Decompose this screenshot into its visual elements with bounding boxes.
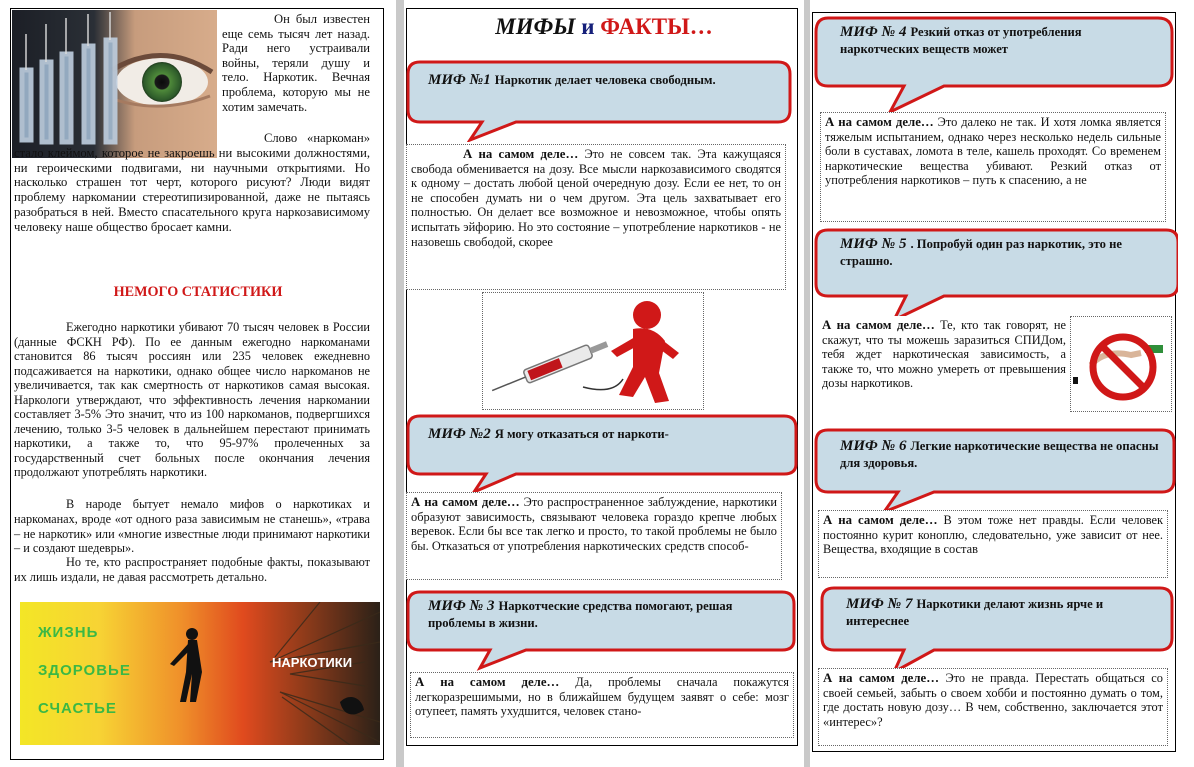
myths-paragraph: В народе бытует немало мифов о наркотиках и наркоманах, вроде «от одного раза зависимым не станешь», «трава – не наркотик» или «многие известные люди принимают наркотики – и создают шедевры». (14, 497, 370, 556)
fact-1-lead: А на самом деле… (463, 147, 579, 161)
page-column-right (810, 0, 1194, 767)
fact-6-box (818, 510, 1168, 578)
fact-5-box (818, 316, 1070, 416)
myth-5-text: . Попробуй один раз наркотик, это не страшно. (840, 237, 1122, 268)
fact-4-text: Это далеко не так. И хотя ломка является тяжелым испытанием, однако через несколько недель сильные боли в суставах, ломота в теле, кашель проходят. Со временем наркотические вещества убивают. Резкий отказ от употребления наркотиков – путь к спасению, а не (825, 115, 1161, 188)
banner-word-drugs: НАРКОТИКИ (272, 655, 353, 670)
banner-word-health: ЗДОРОВЬЕ (38, 662, 131, 679)
myth-6-label: МИФ № 6 (840, 438, 907, 454)
myth-1-bubble (406, 58, 796, 142)
fact-1-text: Это не совсем так. Эта кажущаяся свобода обменивается на дозу. Все мысли наркозависимого сводятся к одному – достать любой ценой очередную дозу. Если ее нет, то он не способен думать ни о чем другом. Эта цель захватывает его полностью. Он делает все возможное и невозможное, чтобы опять испытать эйфорию. Но это состояние – употребление наркотиков - не назовешь свободой, скорее (411, 147, 781, 249)
no-drugs-sign-image (1070, 316, 1172, 412)
closing-paragraph: Но те, кто распространяет подобные факты, показывают их лишь издали, не давая рассмотреть детально. (14, 555, 370, 584)
title-facts: ФАКТЫ… (600, 14, 713, 39)
myth-4-label: МИФ № 4 (840, 24, 907, 40)
myth-5-label: МИФ № 5 (840, 236, 907, 252)
title-myths: МИФЫ (495, 14, 576, 39)
stats-paragraph: Ежегодно наркотики убивают 70 тысяч человек в России (данные ФСКН РФ). По ее данным ежегодно наркоманами становится 86 тысяч россиян или 235 человек ежедневно подсаживается на наркотики, однако общее число наркоманов не увеличивается, так как смертность от наркотиков самая высокая. Наркологи утверждают, что эффективность лечения наркомании составляет 3-5% Это значит, что из 100 наркоманов, подвергшихся лечению, только 3-5 человек в дальнейшем перестают принимать наркотики, а также то, что 95-97% пролеченных за государственный счет больных после окончания лечения продолжают употреблять наркотики. (14, 320, 370, 479)
intro-paragraph-2: Слово «наркоман» стало клеймом, которое не закроешь ни высокими должностями, ни героическими подвигами, ни научными открытиями. Но насколько страшен тот черт, которого рисуют? Люди видят проблему наркомании стереотипизированной, даже не пытаясь разобраться в ней. Вместо спасательного круга наркозависимому человеку наше общество бросает камни. (14, 131, 370, 234)
myth-7-bubble (814, 584, 1178, 674)
fact-7-text: Это не правда. Перестать общаться со своей семьей, забыть о своем хобби и постоянно думать о том, где достать новую дозу… В чем, собственно, заключается этот «интерес»? (823, 671, 1163, 729)
stats-heading: НЕМОГО СТАТИСТИКИ (113, 284, 283, 300)
fact-4-box (820, 112, 1166, 222)
myth-7-label: МИФ № 7 (846, 596, 913, 612)
myth-2-text: Я могу отказаться от наркоти- (494, 427, 669, 441)
page-column-middle (404, 0, 804, 767)
fact-3-box (410, 672, 794, 738)
fact-6-text: В этом тоже нет правды. Если человек постоянно курит коноплю, следовательно, уже зависит от нее. Вещества, входящие в состав (823, 513, 1163, 557)
myth-1-text: Наркотик делает человека свободным. (494, 73, 716, 87)
fact-3-lead: А на самом деле… (415, 675, 560, 689)
page-title (404, 14, 804, 40)
myth-5-bubble (814, 226, 1178, 322)
title-and: и (581, 14, 595, 39)
intro-paragraph: Он был известен еще семь тысяч лет назад. Ради него устраивали войны, теряли душу и тело. Наркотик. Вечная проблема, которую мы не хотим замечать. (222, 12, 370, 114)
page-column-left (0, 0, 396, 767)
fact-2-lead: А на самом деле… (411, 495, 520, 509)
myth-4-bubble (814, 14, 1178, 114)
life-vs-drugs-banner (20, 602, 380, 745)
myth-6-text: Легкие наркотические вещества не опасны для здоровья. (840, 439, 1159, 470)
myth-2-bubble (406, 410, 804, 494)
banner-word-life: ЖИЗНЬ (38, 624, 99, 641)
fact-7-lead: А на самом деле… (823, 671, 940, 685)
fact-7-box (818, 668, 1168, 746)
myth-7-text: Наркотики делают жизнь ярче и интереснее (846, 597, 1104, 628)
syringe-man-image (482, 292, 704, 410)
myth-3-bubble (406, 588, 804, 672)
myth-3-text: Наркотческие средства помогают, решая проблемы в жизни. (428, 599, 733, 630)
myth-4-text: Резкий отказ от употребления наркотческих веществ может (840, 25, 1082, 56)
fact-5-text: Те, кто так говорят, не скажут, что ты можешь заразиться СПИДом, тебя ждет наркотическая зависимость, а также то, что можно умереть от превышения дозы наркотиков. (822, 318, 1066, 391)
fact-2-text: Это распространенное заблуждение, наркотики образуют зависимость, связывают человека гораздо крепче любых веревок. Если бы все так легко и просто, то такой проблемы не было бы. Отказаться от употребления наркотических средств способ- (411, 495, 777, 553)
myth-6-bubble (814, 426, 1178, 516)
banner-word-happiness: СЧАСТЬЕ (38, 700, 117, 717)
myth-1-label: МИФ №1 (428, 72, 491, 88)
fact-2-box (406, 492, 782, 580)
fact-3-text: Да, проблемы сначала покажутся легкоразрешимыми, но в ближайшем будущем заявят о себе: мозг отупеет, память ухудшится, человек стано- (415, 675, 790, 719)
fact-4-lead: А на самом деле… (825, 115, 934, 129)
fact-1-box (406, 144, 786, 290)
myth-3-label: МИФ № 3 (428, 598, 495, 614)
fact-6-lead: А на самом деле… (823, 513, 938, 527)
fact-5-lead: А на самом деле… (822, 318, 935, 332)
myth-2-label: МИФ №2 (428, 426, 491, 442)
